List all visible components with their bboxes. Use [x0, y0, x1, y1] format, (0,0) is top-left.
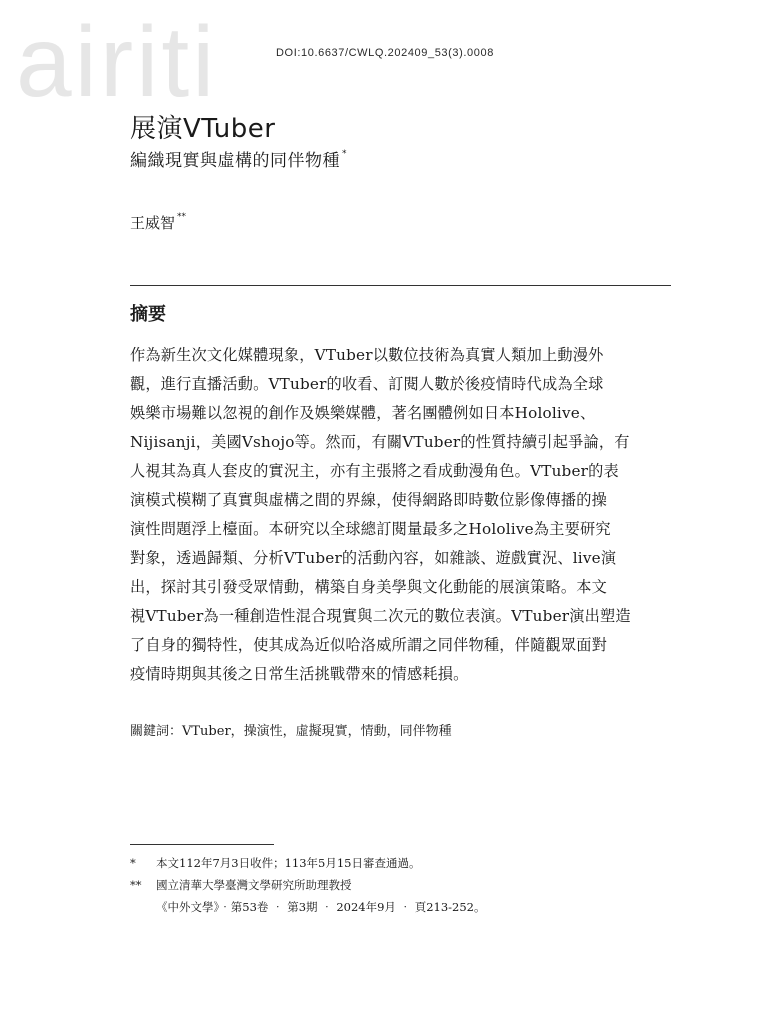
- abstract-line: 對象，透過歸類、分析VTuber的活動內容，如雜談、遊戲實況、live演: [130, 549, 617, 567]
- abstract-heading: 摘要: [130, 304, 166, 325]
- author-name-text: 王威智: [130, 214, 176, 232]
- footnote-divider: [130, 844, 274, 845]
- author-footnote-mark[interactable]: **: [177, 212, 187, 222]
- citation-text: 《中外文學》‧第53卷 ‧ 第3期 ‧ 2024年9月 ‧ 頁213-252。: [156, 900, 486, 914]
- abstract-line: 了自身的獨特性，使其成為近似哈洛威所謂之同伴物種，伴隨觀眾面對: [130, 636, 608, 654]
- footnotes: [130, 852, 486, 918]
- title-divider: [130, 285, 671, 286]
- abstract-body: [130, 341, 674, 689]
- footnote-item: [130, 874, 486, 896]
- abstract-line: 視VTuber為一種創造性混合現實與二次元的數位表演。VTuber演出塑造: [130, 607, 631, 625]
- footnote-mark: **: [130, 878, 142, 892]
- abstract-line: 演性問題浮上檯面。本研究以全球總訂閱量最多之Hololive為主要研究: [130, 520, 611, 538]
- airiti-watermark: airiti: [16, 6, 218, 118]
- abstract-line: 娛樂市場難以忽視的創作及娛樂媒體，著名團體例如日本Hololive、: [130, 404, 596, 422]
- keywords: 關鍵詞：VTuber，操演性，虛擬現實，情動，同伴物種: [130, 724, 452, 739]
- abstract-line: 疫情時期與其後之日常生活挑戰帶來的情感耗損。: [130, 665, 469, 683]
- subtitle-footnote-mark[interactable]: *: [342, 149, 347, 160]
- author-name: [130, 212, 186, 233]
- footnote-item: [130, 896, 486, 918]
- abstract-line: 出，探討其引發受眾情動，構築自身美學與文化動能的展演策略。本文: [130, 578, 608, 596]
- abstract-line: Nijisanji，美國Vshojo等。然而，有關VTuber的性質持續引起爭論，有: [130, 433, 630, 451]
- abstract-line: 演模式模糊了真實與虛構之間的界線，使得網路即時數位影像傳播的操: [130, 491, 608, 509]
- abstract-line: 作為新生次文化媒體現象，VTuber以數位技術為真實人類加上動漫外: [130, 346, 604, 364]
- article-subtitle: [130, 146, 347, 171]
- abstract-line: 人視其為真人套皮的實況主，亦有主張將之看成動漫角色。VTuber的表: [130, 462, 619, 480]
- abstract-line: 觀，進行直播活動。VTuber的收看、訂閱人數於後疫情時代成為全球: [130, 375, 604, 393]
- footnote-mark: *: [130, 856, 136, 870]
- footnote-text: 國立清華大學臺灣文學研究所助理教授: [156, 878, 352, 892]
- doi-identifier[interactable]: DOI:10.6637/CWLQ.202409_53(3).0008: [276, 47, 494, 59]
- footnote-text: 本文112年7月3日收件；113年5月15日審查通過。: [156, 856, 421, 870]
- article-subtitle-text: 編織現實與虛構的同伴物種: [130, 151, 340, 171]
- article-title: 展演VTuber: [130, 114, 276, 144]
- footnote-item: [130, 852, 486, 874]
